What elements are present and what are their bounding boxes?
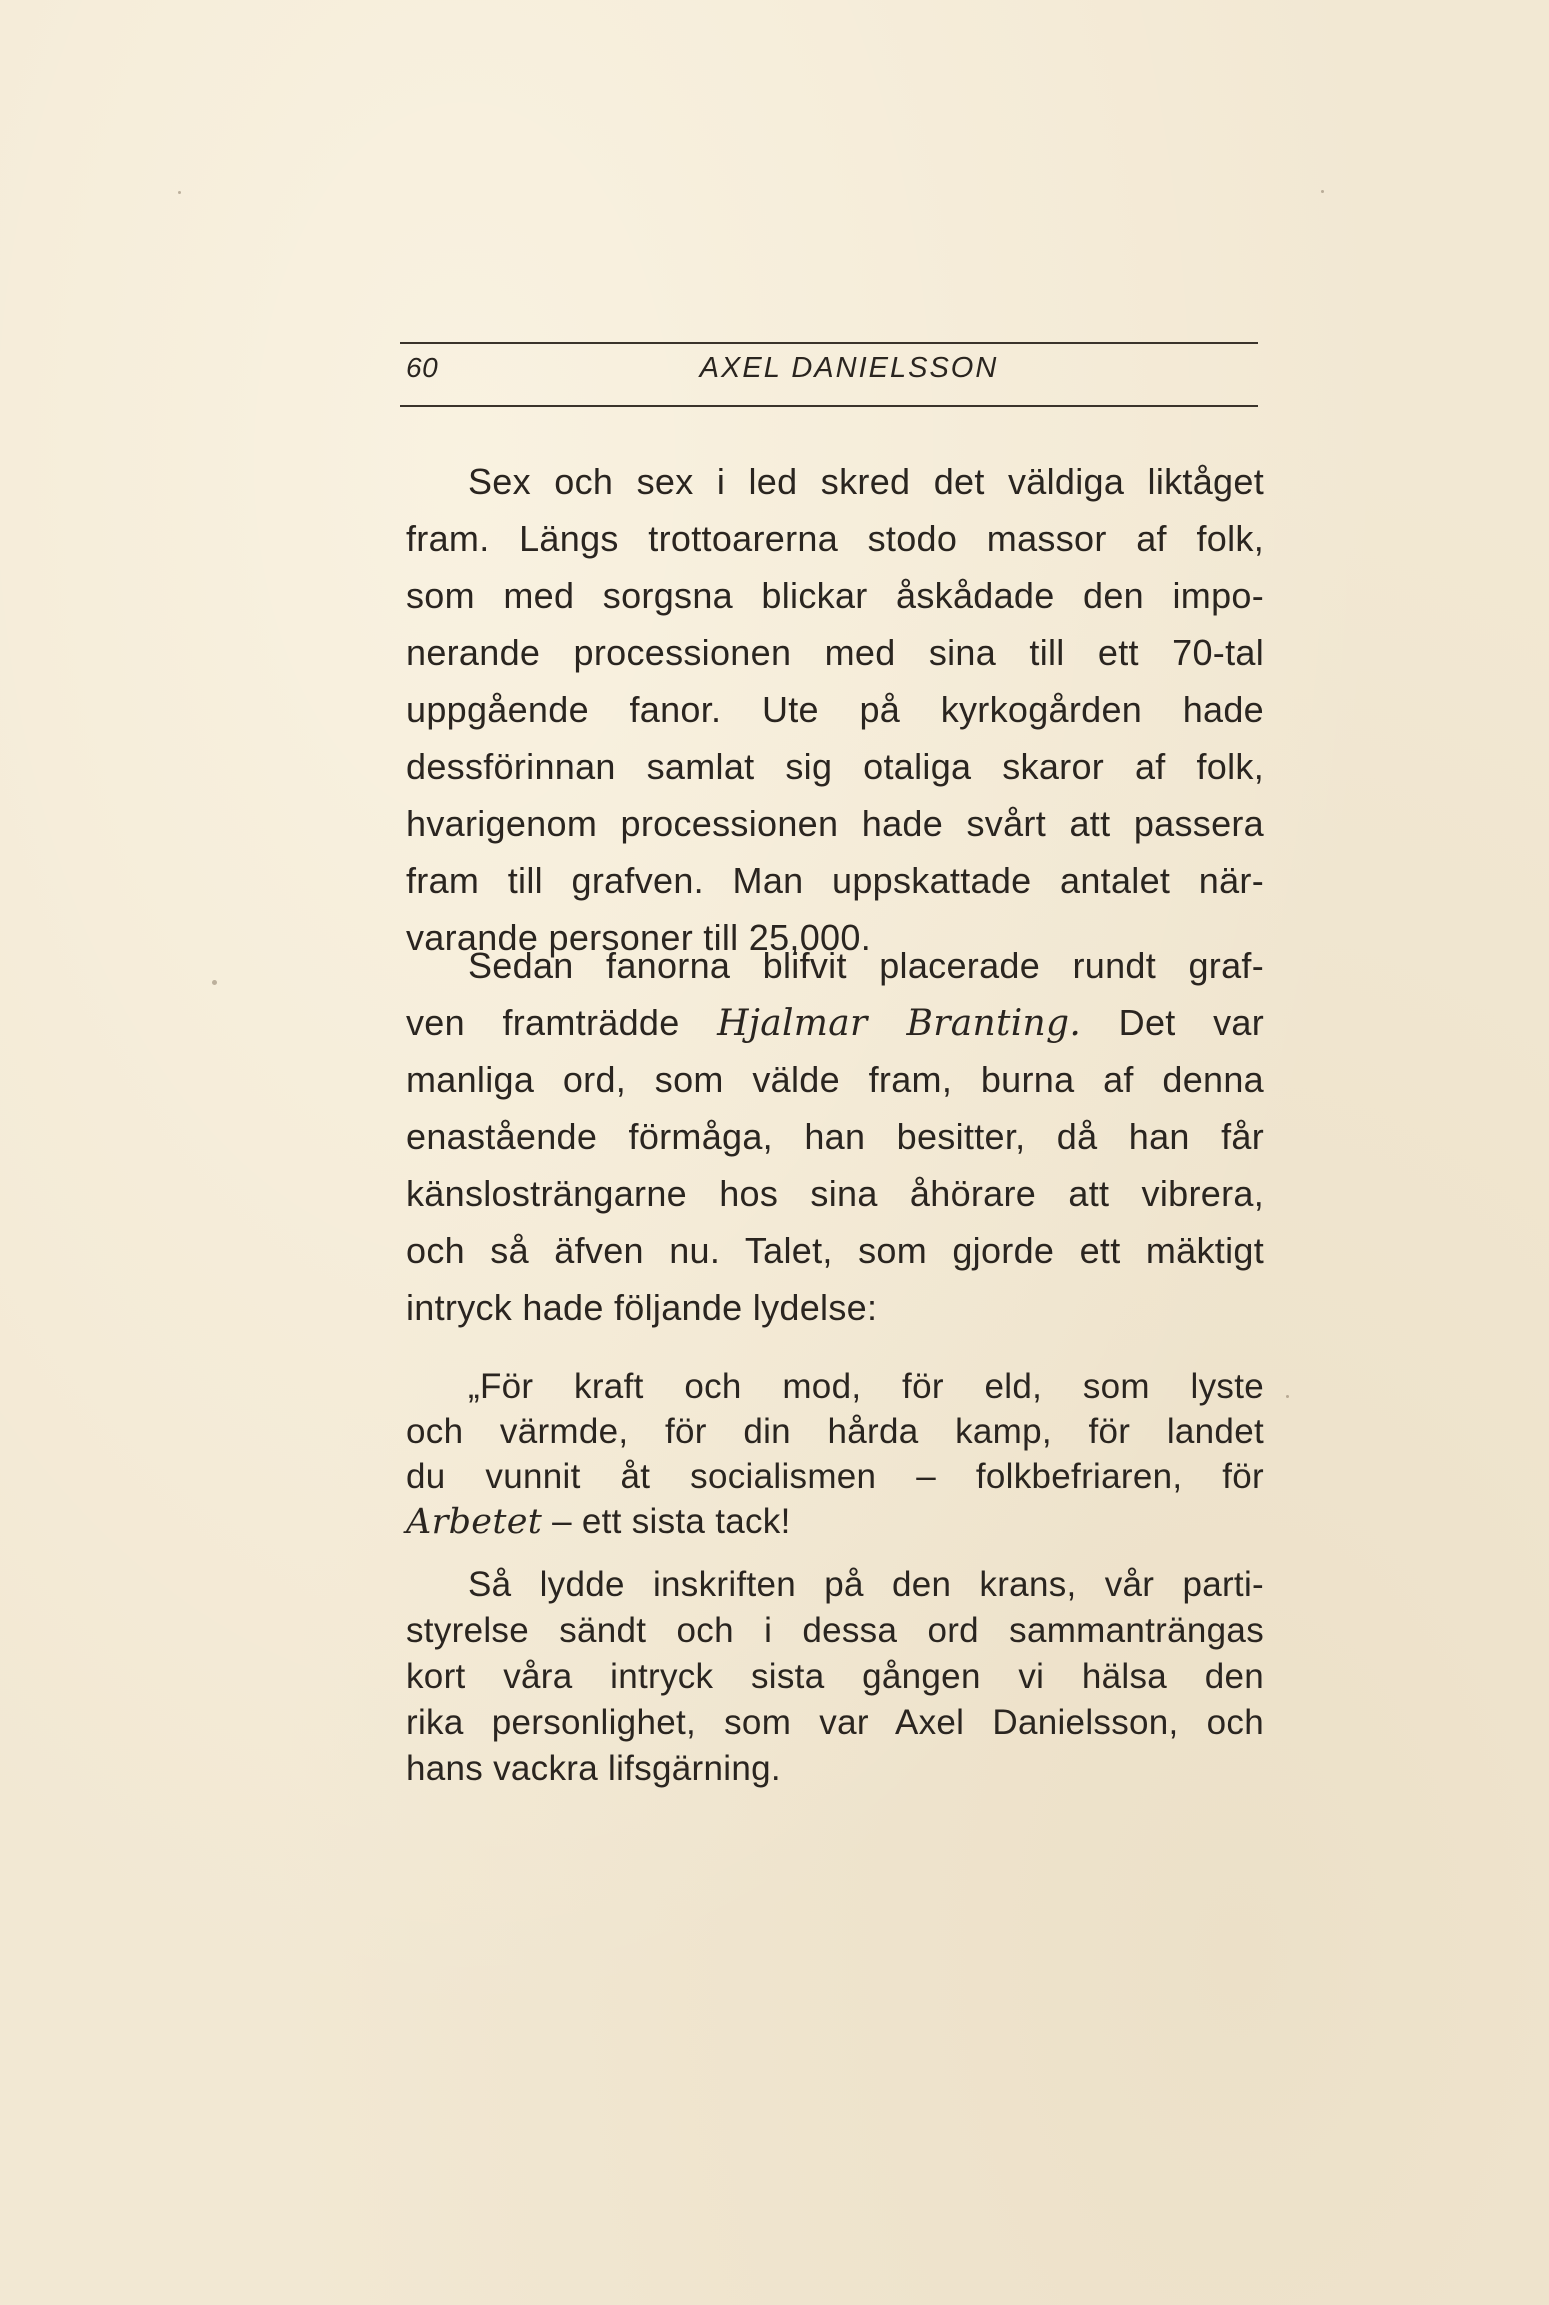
wreath-inscription-quote bbox=[406, 1364, 1264, 1544]
text-line: Så lydde inskriften på den krans, vår parti- bbox=[468, 1565, 1264, 1604]
text-segment: Det var bbox=[1081, 1002, 1265, 1043]
speaker-name: Hjalmar Branting. bbox=[717, 1003, 1082, 1044]
paper-speck bbox=[178, 191, 181, 194]
text-line: du vunnit åt socialismen – folkbefriaren, för bbox=[406, 1457, 1264, 1496]
text-line bbox=[406, 994, 1264, 1051]
text-line: Sedan fanorna blifvit placerade rundt graf- bbox=[468, 945, 1264, 986]
running-title: AXEL DANIELSSON bbox=[699, 352, 999, 384]
text-line: styrelse sändt och i dessa ord sammanträngas bbox=[406, 1611, 1264, 1650]
text-line: och så äfven nu. Talet, som gjorde ett mäktigt bbox=[406, 1230, 1264, 1271]
text-line: som med sorgsna blickar åskådade den impo- bbox=[406, 575, 1264, 616]
text-line: intryck hade följande lydelse: bbox=[406, 1287, 878, 1328]
page-header bbox=[400, 352, 1258, 396]
text-segment: – ett sista tack! bbox=[542, 1502, 791, 1541]
text-line: och värmde, för din hårda kamp, för landet bbox=[406, 1412, 1264, 1451]
text-line: manliga ord, som välde fram, burna af denna bbox=[406, 1059, 1264, 1100]
text-line: fram. Längs trottoarerna stodo massor af folk, bbox=[406, 518, 1264, 559]
header-rule-bottom bbox=[400, 405, 1258, 407]
newspaper-name: Arbetet bbox=[406, 1502, 543, 1542]
text-line: hans vackra lifsgärning. bbox=[406, 1749, 781, 1788]
text-line: varande personer till 25,000. bbox=[406, 917, 871, 958]
header-rule-top bbox=[400, 342, 1258, 344]
text-line: hvarigenom processionen hade svårt att passera bbox=[406, 803, 1264, 844]
text-line bbox=[406, 1499, 1264, 1544]
paper-speck bbox=[1321, 190, 1324, 193]
text-line: Sex och sex i led skred det väldiga liktåget bbox=[468, 461, 1264, 502]
text-line: enastående förmåga, han besitter, då han får bbox=[406, 1116, 1264, 1157]
text-line: rika personlighet, som var Axel Danielsson, och bbox=[406, 1703, 1264, 1742]
text-line: känslosträngarne hos sina åhörare att vibrera, bbox=[406, 1173, 1264, 1214]
page-number: 60 bbox=[406, 352, 439, 383]
paragraph-1 bbox=[406, 453, 1264, 966]
text-line: „För kraft och mod, för eld, som lyste bbox=[468, 1367, 1264, 1406]
text-segment: ven framträdde bbox=[406, 1002, 718, 1043]
text-line: dessförinnan samlat sig otaliga skaror af folk, bbox=[406, 746, 1264, 787]
paper-speck bbox=[1286, 1395, 1289, 1398]
text-line: uppgående fanor. Ute på kyrkogården hade bbox=[406, 689, 1264, 730]
paragraph-2 bbox=[406, 937, 1264, 1336]
paragraph-3 bbox=[406, 1562, 1264, 1792]
paper-speck bbox=[212, 980, 217, 985]
text-line: kort våra intryck sista gången vi hälsa den bbox=[406, 1657, 1264, 1696]
text-line: fram till grafven. Man uppskattade antalet när- bbox=[406, 860, 1264, 901]
text-line: nerande processionen med sina till ett 70-tal bbox=[406, 632, 1264, 673]
